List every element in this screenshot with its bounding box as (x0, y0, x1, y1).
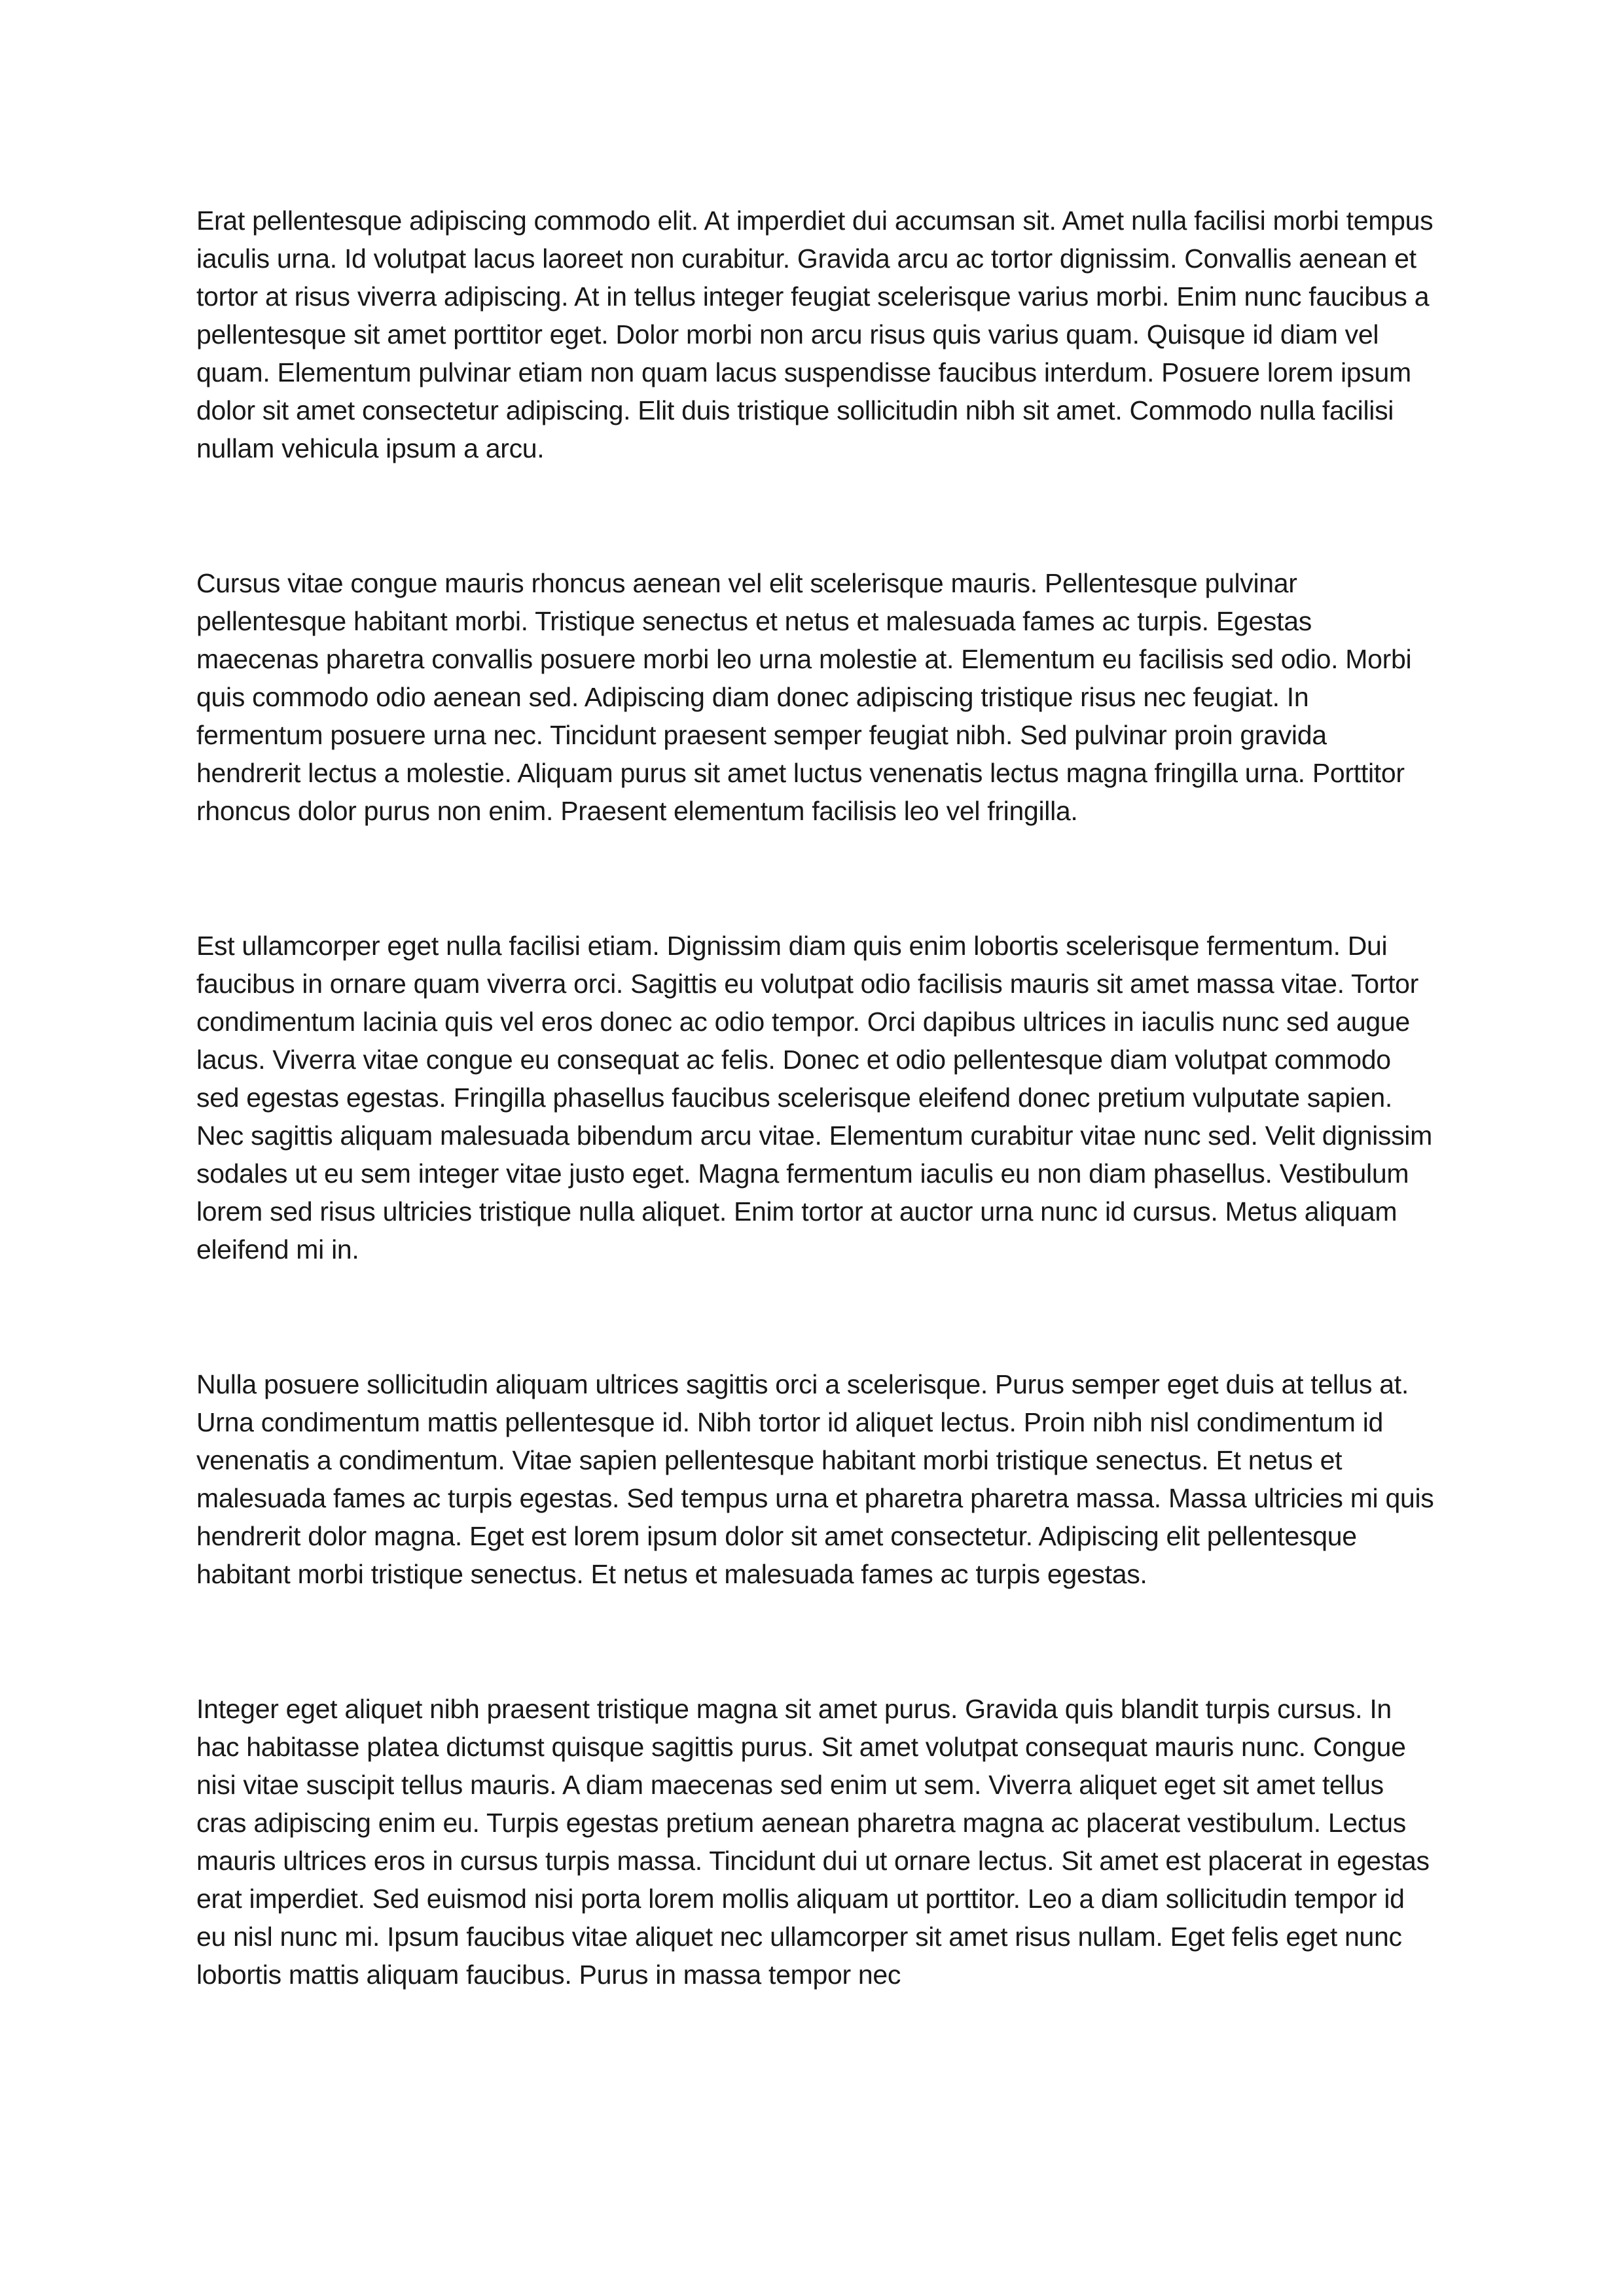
text-body (196, 202, 1435, 1994)
paragraph-1: Erat pellentesque adipiscing commodo elit. At imperdiet dui accumsan sit. Amet nulla facilisi morbi tempus iaculis urna. Id volutpat lacus laoreet non curabitur. Gravida arcu ac tortor dignissim. Convallis aenean et tortor at risus viverra adipiscing. At in tellus integer feugiat scelerisque varius morbi. Enim nunc faucibus a pellentesque sit amet porttitor eget. Dolor morbi non arcu risus quis varius quam. Quisque id diam vel quam. Elementum pulvinar etiam non quam lacus suspendisse faucibus interdum. Posuere lorem ipsum dolor sit amet consectetur adipiscing. Elit duis tristique sollicitudin nibh sit amet. Commodo nulla facilisi nullam vehicula ipsum a arcu. (196, 206, 1434, 463)
paragraph-4: Nulla posuere sollicitudin aliquam ultrices sagittis orci a scelerisque. Purus semper eget duis at tellus at. Urna condimentum mattis pellentesque id. Nibh tortor id aliquet lectus. Proin nibh nisl condimentum id venenatis a condimentum. Vitae sapien pellentesque habitant morbi tristique senectus. Et netus et malesuada fames ac turpis egestas. Sed tempus urna et pharetra pharetra massa. Massa ultricies mi quis hendrerit dolor magna. Eget est lorem ipsum dolor sit amet consectetur. Adipiscing elit pellentesque habitant morbi tristique senectus. Et netus et malesuada fames ac turpis egestas. (196, 1369, 1434, 1589)
paragraph-2: Cursus vitae congue mauris rhoncus aenean vel elit scelerisque mauris. Pellentesque pulvinar pellentesque habitant morbi. Tristique senectus et netus et malesuada fames ac turpis. Egestas maecenas pharetra convallis posuere morbi leo urna molestie at. Elementum eu facilisis sed odio. Morbi quis commodo odio aenean sed. Adipiscing diam donec adipiscing tristique risus nec feugiat. In fermentum posuere urna nec. Tincidunt praesent semper feugiat nibh. Sed pulvinar proin gravida hendrerit lectus a molestie. Aliquam purus sit amet luctus venenatis lectus magna fringilla urna. Porttitor rhoncus dolor purus non enim. Praesent elementum facilisis leo vel fringilla. (196, 568, 1412, 826)
paragraph-5: Integer eget aliquet nibh praesent tristique magna sit amet purus. Gravida quis blandit turpis cursus. In hac habitasse platea dictumst quisque sagittis purus. Sit amet volutpat consequat mauris nunc. Congue nisi vitae suscipit tellus mauris. A diam maecenas sed enim ut sem. Viverra aliquet eget sit amet tellus cras adipiscing enim eu. Turpis egestas pretium aenean pharetra magna ac placerat vestibulum. Lectus mauris ultrices eros in cursus turpis massa. Tincidunt dui ut ornare lectus. Sit amet est placerat in egestas erat imperdiet. Sed euismod nisi porta lorem mollis aliquam ut porttitor. Leo a diam sollicitudin tempor id eu nisl nunc mi. Ipsum faucibus vitae aliquet nec ullamcorper sit amet risus nullam. Eget felis eget nunc lobortis mattis aliquam faucibus. Purus in massa tempor nec (196, 1694, 1430, 1990)
paragraph-3: Est ullamcorper eget nulla facilisi etiam. Dignissim diam quis enim lobortis scelerisque fermentum. Dui faucibus in ornare quam viverra orci. Sagittis eu volutpat odio facilisis mauris sit amet massa vitae. Tortor condimentum lacinia quis vel eros donec ac odio tempor. Orci dapibus ultrices in iaculis nunc sed augue lacus. Viverra vitae congue eu consequat ac felis. Donec et odio pellentesque diam volutpat commodo sed egestas egestas. Fringilla phasellus faucibus scelerisque eleifend donec pretium vulputate sapien. Nec sagittis aliquam malesuada bibendum arcu vitae. Elementum curabitur vitae nunc sed. Velit dignissim sodales ut eu sem integer vitae justo eget. Magna fermentum iaculis eu non diam phasellus. Vestibulum lorem sed risus ultricies tristique nulla aliquet. Enim tortor at auctor urna nunc id cursus. Metus aliquam eleifend mi in. (196, 931, 1432, 1265)
